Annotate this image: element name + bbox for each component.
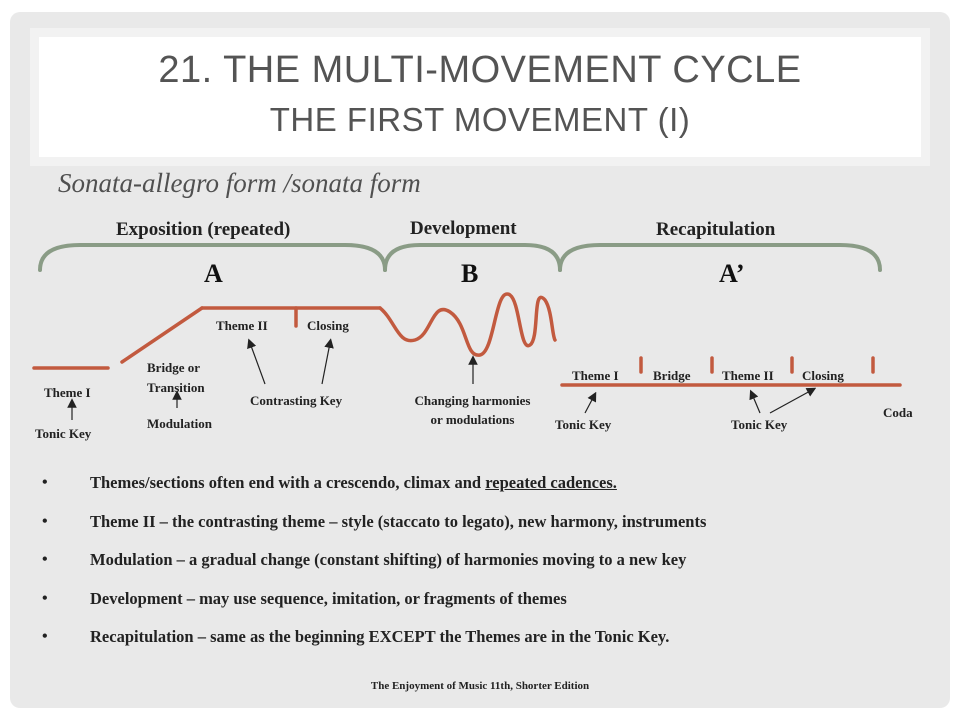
bullet-dot: • bbox=[42, 551, 48, 568]
modulation-label: Modulation bbox=[147, 416, 213, 431]
changing-harmonies-label-1: Changing harmonies bbox=[414, 393, 531, 408]
recap-tonic-key-label-2: Tonic Key bbox=[731, 417, 788, 432]
closing-label: Closing bbox=[307, 318, 349, 333]
form-subtitle: Sonata-allegro form /sonata form bbox=[58, 168, 421, 198]
recap-tonic-key-label-1: Tonic Key bbox=[555, 417, 612, 432]
recapitulation-bracket bbox=[560, 245, 880, 270]
coda-label: Coda bbox=[883, 405, 913, 420]
contrasting-key-arrow-2 bbox=[322, 343, 330, 384]
recap-tonic-arrow-2 bbox=[752, 394, 760, 413]
exposition-bracket bbox=[40, 245, 385, 270]
bullet-dot: • bbox=[42, 589, 48, 607]
bridge-line bbox=[122, 308, 202, 362]
recap-tonic-arrow-1 bbox=[585, 396, 594, 413]
development-label: Development bbox=[410, 218, 517, 239]
development-wave bbox=[380, 294, 555, 355]
recap-bridge-label: Bridge bbox=[653, 368, 691, 383]
section-letter-b: B bbox=[461, 259, 479, 288]
recap-tonic-arrow-3 bbox=[770, 390, 812, 413]
recap-theme-ii-label: Theme II bbox=[722, 368, 774, 383]
section-letter-a: A bbox=[204, 259, 223, 288]
footer-source: The Enjoyment of Music 11th, Shorter Edition bbox=[370, 680, 590, 692]
bullet-item: • Themes/sections often end with a crescendo, climax and repeated cadences. bbox=[42, 470, 922, 509]
bridge-label-2: Transition bbox=[147, 380, 205, 395]
changing-harmonies-label-2: or modulations bbox=[430, 412, 515, 427]
underlined-text: repeated cadences. bbox=[485, 473, 617, 492]
recap-theme-i-label: Theme I bbox=[572, 368, 619, 383]
recap-closing-label: Closing bbox=[802, 368, 844, 383]
tonic-key-label: Tonic Key bbox=[35, 426, 92, 441]
bullet-item: • Recapitulation – same as the beginning EXCEPT the Themes are in the Tonic Key. bbox=[42, 624, 922, 663]
contrasting-key-label: Contrasting Key bbox=[250, 393, 343, 408]
bullet-list bbox=[42, 470, 922, 663]
bullet-item: • Modulation – a gradual change (constant shifting) of harmonies moving to a new key bbox=[42, 547, 922, 586]
bridge-label-1: Bridge or bbox=[147, 360, 201, 375]
contrasting-key-arrow-1 bbox=[250, 343, 265, 384]
recapitulation-label: Recapitulation bbox=[656, 219, 776, 240]
theme-ii-label: Theme II bbox=[216, 318, 268, 333]
theme-i-label: Theme I bbox=[44, 385, 91, 400]
bullet-dot: • bbox=[42, 512, 48, 530]
exposition-label: Exposition (repeated) bbox=[116, 219, 291, 240]
slide-subtitle-heading: THE FIRST MOVEMENT (I) bbox=[269, 101, 691, 138]
bullet-dot: • bbox=[42, 628, 48, 645]
bullet-item: • Development – may use sequence, imitation, or fragments of themes bbox=[42, 586, 922, 625]
development-bracket bbox=[385, 245, 560, 270]
slide-title: 21. THE MULTI-MOVEMENT CYCLE bbox=[158, 49, 802, 91]
bullet-item: • Theme II – the contrasting theme – style (staccato to legato), new harmony, instruments bbox=[42, 509, 922, 548]
bullet-dot: • bbox=[42, 474, 48, 491]
section-letter-a-prime: A’ bbox=[719, 259, 745, 288]
